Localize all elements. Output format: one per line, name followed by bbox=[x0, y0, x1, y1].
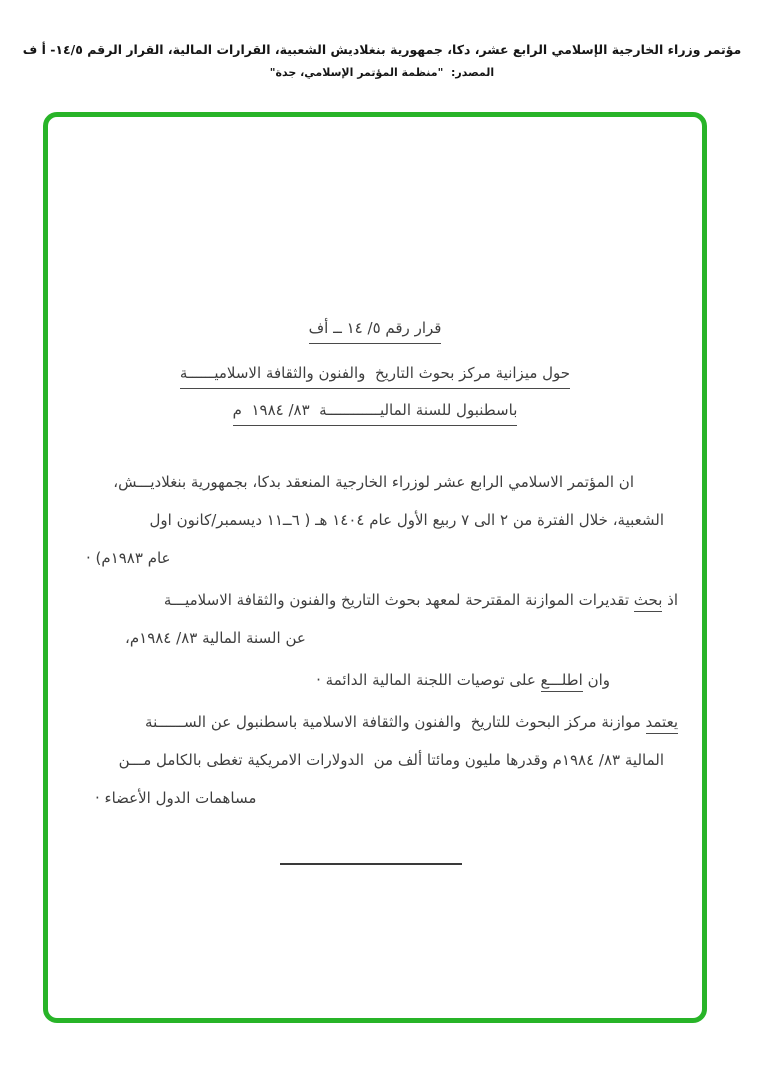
paragraph-having-reviewed bbox=[86, 661, 664, 699]
paragraph-resolution bbox=[86, 703, 678, 817]
text-line: المالية ٨٣/ ١٩٨٤م وقدرها مليون ومائتا ألف من الدولارات الامريكية تغطى بالكامل مـــن bbox=[118, 751, 664, 769]
lead-prefix: اذ bbox=[662, 591, 678, 609]
paragraph-preamble bbox=[86, 463, 664, 577]
line-rest: موازنة مركز البحوث للتاريخ والفنون والثقافة الاسلامية باسطنبول عن الســــــنة bbox=[145, 713, 646, 731]
underlined-lead-word: اطلـــع bbox=[541, 671, 583, 692]
decision-fiscal-year-line: باسطنبول للسنة الماليــــــــــــة ٨٣/ ١٩٨٤ م bbox=[233, 398, 518, 426]
text-line bbox=[86, 661, 664, 699]
page-header bbox=[0, 42, 764, 79]
underlined-lead-word: بحث bbox=[634, 591, 663, 612]
scanned-document bbox=[48, 117, 702, 1018]
header-source-line: المصدر: "منظمة المؤتمر الإسلامي، جدة" bbox=[269, 66, 495, 79]
signature-rule bbox=[280, 863, 462, 865]
decision-title bbox=[86, 316, 664, 426]
text-line: عن السنة المالية ٨٣/ ١٩٨٤م، bbox=[125, 629, 306, 647]
text-line: الشعبية، خلال الفترة من ٢ الى ٧ ربيع الأول عام ١٤٠٤ هـ ( ٦ــ١١ ديسمبر/كانون اول bbox=[149, 511, 664, 529]
lead-prefix: وان bbox=[582, 671, 610, 689]
text-line: عام ١٩٨٣م) · bbox=[86, 549, 171, 567]
text-line: مساهمات الدول الأعضاء · bbox=[95, 789, 257, 807]
paragraph-considering bbox=[86, 581, 678, 657]
header-caption-line1: مؤتمر وزراء الخارجية الإسلامي الرابع عشر، دكا، جمهورية بنغلاديش الشعبية، القرارات المالية، القرار الرقم ١٤/٥- أ ف bbox=[22, 42, 742, 57]
line-rest: تقديرات الموازنة المقترحة لمعهد بحوث التاريخ والفنون والثقافة الاسلاميـــة bbox=[163, 591, 634, 609]
line-rest: على توصيات اللجنة المالية الدائمة · bbox=[316, 671, 541, 689]
underlined-lead-word: يعتمد bbox=[646, 713, 678, 734]
decision-subject-line: حول ميزانية مركز بحوث التاريخ والفنون والثقافة الاسلاميــــــة bbox=[180, 361, 570, 389]
text-line: ان المؤتمر الاسلامي الرابع عشر لوزراء الخارجية المنعقد بدكا، بجمهورية بنغلاديـــش، bbox=[113, 473, 634, 491]
text-line bbox=[86, 581, 678, 619]
document-frame bbox=[43, 112, 707, 1023]
text-line bbox=[86, 703, 678, 741]
decision-number-line: قرار رقم ٥/ ١٤ ــ أف bbox=[309, 316, 442, 344]
